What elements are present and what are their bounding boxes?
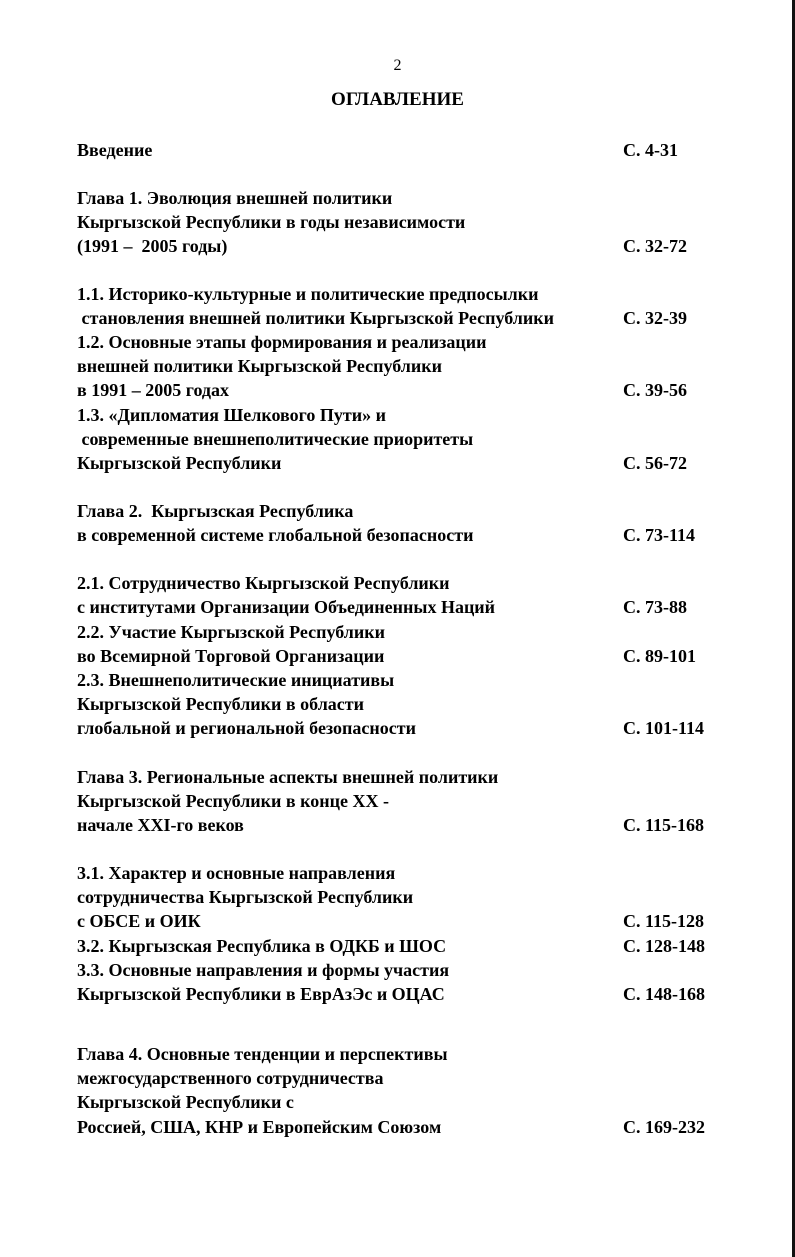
toc-entry-line: Введение	[77, 140, 153, 160]
toc-entry-line: 2.1. Сотрудничество Кыргызской Республики	[77, 573, 450, 593]
toc-entry-line: 2.2. Участие Кыргызской Республики	[77, 622, 385, 642]
toc-entry-line: Глава 4. Основные тенденции и перспективы	[77, 1044, 448, 1064]
toc-entry-line: во Всемирной Торговой Организации	[77, 646, 385, 667]
toc-entry-line: становления внешней политики Кыргызской Республики	[77, 308, 555, 329]
toc-entry-line: Глава 3. Региональные аспекты внешней политики	[77, 767, 499, 787]
toc-entry-line: в современной системе глобальной безопасности	[77, 525, 474, 546]
toc-entry-page-range: С. 73-114	[623, 525, 695, 546]
toc-entry-page-range: С. 32-39	[623, 308, 687, 329]
toc-entry-line: в 1991 – 2005 годах	[77, 380, 230, 401]
toc-entry-line: глобальной и региональной безопасности	[77, 718, 416, 739]
toc-entry-line: 2.3. Внешнеполитические инициативы	[77, 670, 395, 690]
toc-entry-page-range: С. 73-88	[623, 597, 687, 618]
toc-entry-page-range: С. 89-101	[623, 646, 696, 667]
toc-entry-page-range: С. 115-168	[623, 815, 704, 836]
page-number: 2	[393, 57, 402, 74]
toc-entry-line: начале XXI-го веков	[77, 815, 244, 836]
toc-entry-line: с институтами Организации Объединенных Наций	[77, 597, 496, 618]
toc-entry-line: 1.1. Историко-культурные и политические предпосылки	[77, 284, 539, 304]
toc-entry-page-range: С. 56-72	[623, 453, 687, 474]
toc-entry-line: 3.3. Основные направления и формы участия	[77, 960, 450, 980]
toc-entry-page-range: С. 39-56	[623, 380, 687, 401]
toc-entry-page-range: С. 101-114	[623, 718, 704, 739]
toc-entry-line: Кыргызской Республики в годы независимости	[77, 212, 466, 233]
toc-entry-line: 3.1. Характер и основные направления	[77, 863, 396, 883]
toc-entry-page-range: С. 115-128	[623, 911, 704, 932]
toc-entry-line: внешней политики Кыргызской Республики	[77, 356, 442, 377]
toc-entry-line: 1.3. «Дипломатия Шелкового Пути» и	[77, 405, 386, 425]
toc-entry-line: с ОБСЕ и ОИК	[77, 911, 201, 932]
toc-entry-line: (1991 – 2005 годы)	[77, 236, 228, 257]
toc-entry-line: Кыргызской Республики	[77, 453, 282, 474]
toc-entry-line: Кыргызской Республики в области	[77, 694, 364, 715]
toc-entry-page-range: С. 169-232	[623, 1116, 705, 1137]
toc-entry-line: Кыргызской Республики в конце XX -	[77, 791, 390, 812]
toc-entry-line: Глава 1. Эволюция внешней политики	[77, 188, 393, 208]
toc-entry-page-range: С. 4-31	[623, 140, 678, 160]
toc-entry-line: Кыргызской Республики в ЕврАзЭс и ОЦАС	[77, 984, 445, 1005]
toc-entry-page-range: С. 148-168	[623, 984, 705, 1005]
toc-entry-line: сотрудничества Кыргызской Республики	[77, 887, 414, 908]
toc-entry-line: Кыргызской Республики с	[77, 1092, 294, 1113]
toc-entry-line: 1.2. Основные этапы формирования и реализации	[77, 332, 487, 352]
page-title: ОГЛАВЛЕНИЕ	[331, 89, 464, 110]
toc-entry-line: Глава 2. Кыргызская Республика	[77, 501, 354, 521]
toc-entry-line: современные внешнеполитические приоритеты	[77, 429, 474, 450]
toc-entry-line: 3.2. Кыргызская Республика в ОДКБ и ШОС	[77, 936, 447, 956]
toc-entry-line: Россией, США, КНР и Европейским Союзом	[77, 1116, 442, 1137]
toc-entry-page-range: С. 32-72	[623, 236, 687, 257]
toc-entry-line: межгосударственного сотрудничества	[77, 1068, 384, 1089]
toc-entry-page-range: С. 128-148	[623, 936, 705, 956]
